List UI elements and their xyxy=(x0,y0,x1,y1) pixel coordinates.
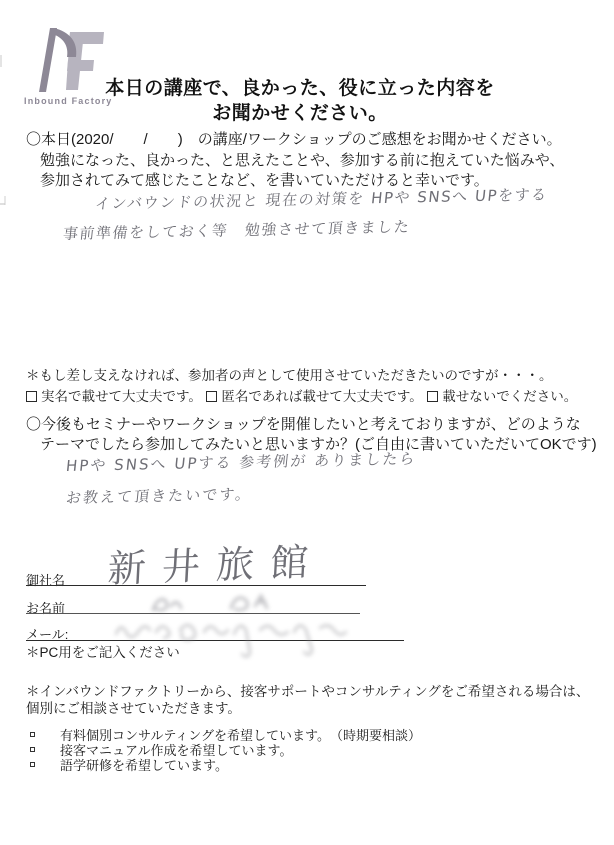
consult-item-label: 接客マニュアル作成を希望しています。 xyxy=(60,743,293,758)
email-pc-note: ＊PC用をご記入ください xyxy=(26,645,180,660)
q1-prompt-line2: 勉強になった、良かった、と思えたことや、参加する前に抱えていた悩みや、 xyxy=(40,152,565,169)
q1-prompt-line1: 〇本日(2020/ / ) の講座/ワークショップのご感想をお聞かせください。 xyxy=(26,131,562,148)
checkbox-anonymous-icon xyxy=(206,391,217,402)
handwritten-answer2-line1: HPや SNSへ UPする 参考例が ありましたら xyxy=(65,449,418,475)
consent-option-realname xyxy=(26,389,202,404)
consent-option-no-publish xyxy=(427,389,577,404)
consult-item-label: 有料個別コンサルティングを希望しています。 （時期要相談） xyxy=(60,728,422,743)
consent-options xyxy=(26,385,577,406)
form-title-line2: お聞かせください。 xyxy=(212,103,388,124)
blurred-name-scribble xyxy=(135,590,305,616)
consent-option-label: 載せないでください。 xyxy=(442,389,578,404)
form-title xyxy=(88,76,512,126)
field-company-label: 御社名 xyxy=(26,573,66,588)
handwritten-answer1-line2: 事前準備をしておく等 勉強させて頂きました xyxy=(62,217,412,243)
consult-item-label: 語学研修を希望しています。 xyxy=(60,758,228,773)
handwritten-answer1-line1: インバウンドの状況と 現在の対策を HPや SNSへ UPをする xyxy=(94,185,549,213)
handwritten-answer2-line2: お教えて頂きたいです。 xyxy=(65,485,254,507)
q1-prompt-line3: 参加されてみて感じたことなど、を書いていただけると幸いです。 xyxy=(40,172,489,189)
consult-note-line2: 個別にご相談させていただきます。 xyxy=(26,701,241,716)
field-name-label: お名前 xyxy=(26,601,66,616)
checkbox-no-publish-icon xyxy=(427,391,438,402)
consent-option-label: 匿名であれば載せて大丈夫です。 xyxy=(221,389,423,404)
consent-note: ＊もし差し支えなければ、参加者の声として使用させていただきたいのですが・・・。 xyxy=(26,368,553,383)
logo-brand-text: Inbound Factory xyxy=(24,96,113,106)
consult-note-line1: ＊インバウンドファクトリーから、接客サポートやコンサルティングをご希望される場合は、 xyxy=(26,684,590,699)
q2-prompt-line1: 〇今後もセミナーやワークショップを開催したいと考えておりますが、どのような xyxy=(26,416,581,433)
handwritten-company-name: 新井旅館 xyxy=(106,539,326,591)
checkbox-realname-icon xyxy=(26,391,37,402)
consult-item-language-training xyxy=(30,755,228,775)
scan-artifact xyxy=(4,196,6,205)
q2-prompt-line2: テーマでしたら参加してみたいと思いますか？(ご自由に書いていただいてOKです) xyxy=(40,436,597,453)
consent-option-label: 実名で載せて大丈夫です。 xyxy=(41,389,202,404)
bullet-square-icon xyxy=(30,732,35,737)
scan-artifact xyxy=(0,55,2,67)
bullet-square-icon xyxy=(30,762,35,767)
form-title-line1: 本日の講座で、良かった、役に立った内容を xyxy=(105,78,495,99)
bullet-square-icon xyxy=(30,747,35,752)
field-email-label: メール: xyxy=(26,627,69,642)
consent-option-anonymous xyxy=(206,389,422,404)
